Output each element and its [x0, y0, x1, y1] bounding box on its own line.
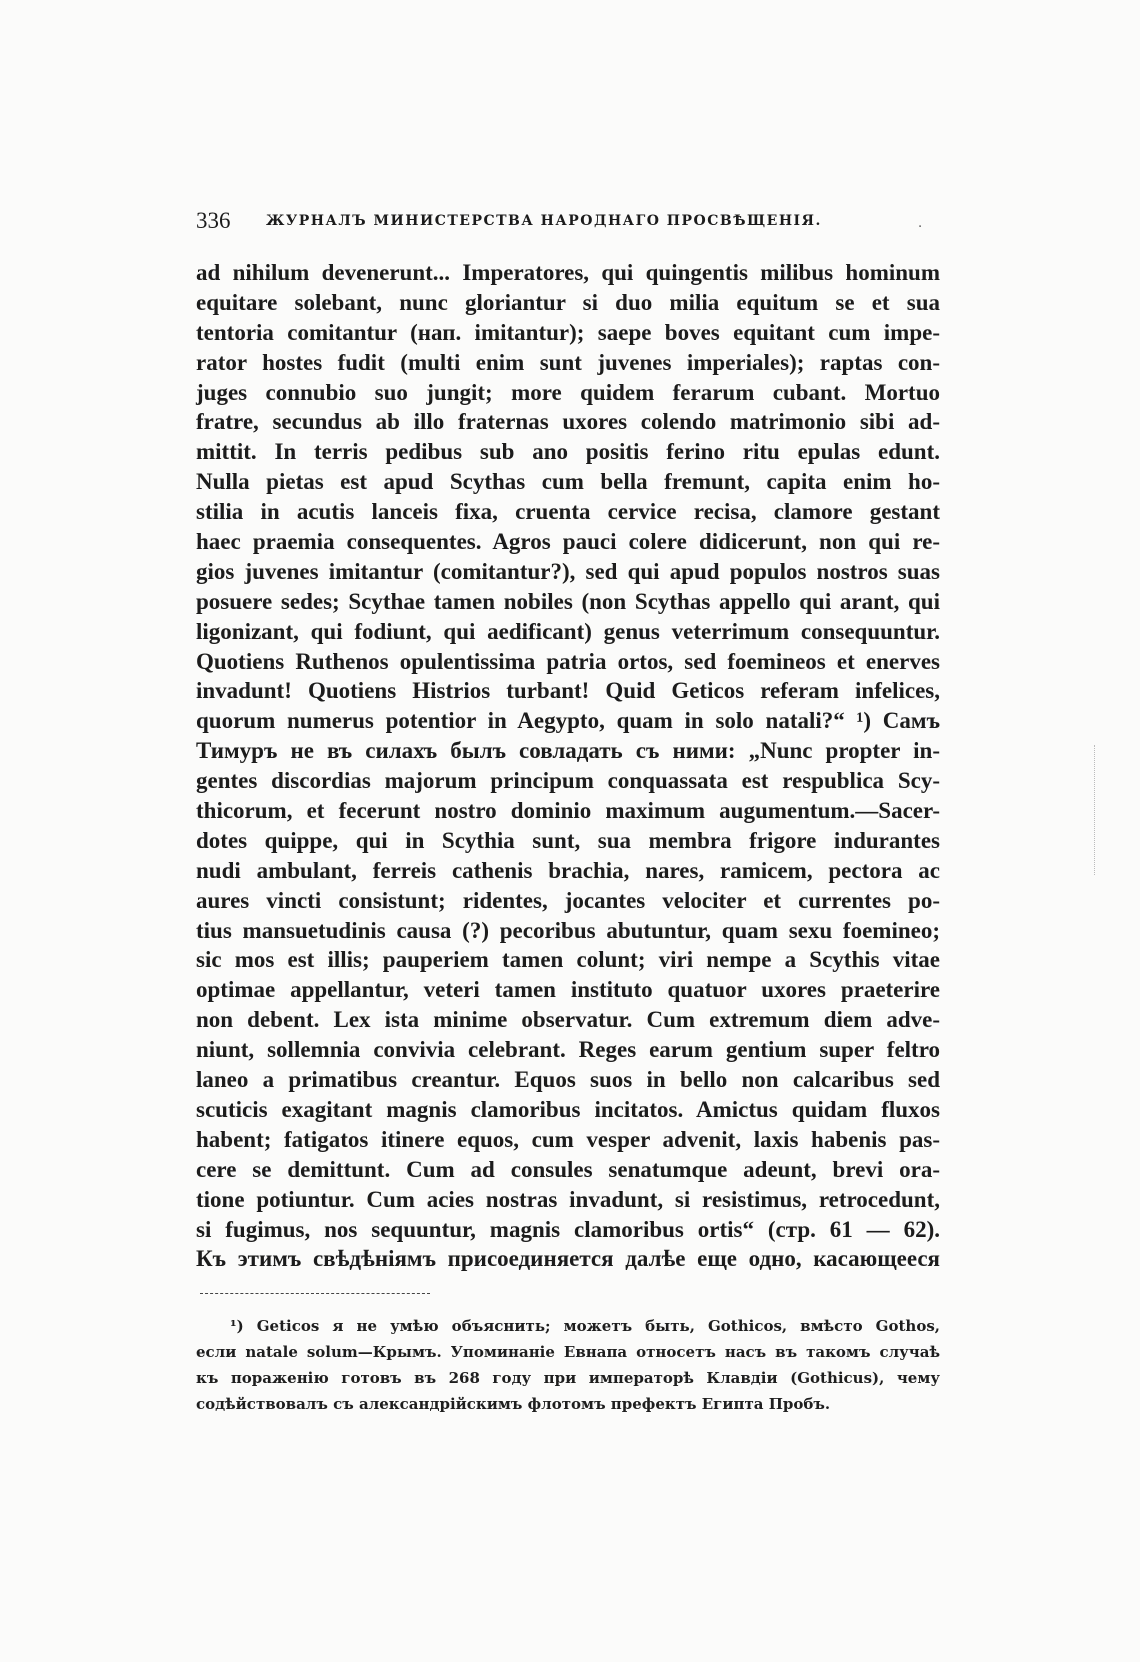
text-line: tione potiuntur. Cum acies nostras invadunt, si resistimus, retrocedunt,	[196, 1186, 940, 1212]
text-line: rator hostes fudit (multi enim sunt juvenes imperiales); raptas con-	[196, 349, 940, 375]
footnote-line: къ пораженію готовъ въ 268 году при императорѣ Клавдіи (Gothicus), чему	[196, 1369, 940, 1387]
main-text	[196, 258, 940, 1274]
page-number: 336	[196, 208, 231, 233]
text-line: gentes discordias majorum principum conquassata est respublica Scy-	[196, 768, 940, 794]
footnote	[196, 1313, 940, 1417]
text-line: tentoria comitantur (нап. imitantur); saepe boves equitant cum impe-	[196, 319, 940, 345]
text-line: thicorum, et fecerunt nostro dominio maximum augumentum.—Sacer-	[196, 798, 940, 824]
text-line: Къ этимъ свѣдѣніямъ присоединяется далѣе еще одно, касающееся	[196, 1246, 940, 1272]
text-line: aures vincti consistunt; ridentes, jocantes velociter et currentes po-	[196, 887, 940, 913]
text-line: si fugimus, nos sequuntur, magnis clamoribus ortis“ (стр. 61 — 62).	[196, 1216, 940, 1242]
text-line: nudi ambulant, ferreis cathenis brachia, nares, ramicem, pectora ac	[196, 857, 940, 883]
text-line: cere se demittunt. Cum ad consules senatumque adeunt, brevi ora-	[196, 1156, 940, 1182]
text-line: ad nihilum devenerunt... Imperatores, qui quingentis milibus hominum	[196, 260, 940, 285]
text-line: habent; fatigatos itinere equos, cum vesper advenit, laxis habenis pas-	[196, 1126, 940, 1152]
text-line: optimae appellantur, veteri tamen instituto quatuor uxores praeterire	[196, 977, 940, 1003]
text-line: Nulla pietas est apud Scythas cum bella fremunt, capita enim ho-	[196, 469, 940, 495]
header-speck: .	[918, 216, 923, 231]
text-line: Тимуръ не въ силахъ былъ совладать съ ними: „Nunc propter in-	[196, 738, 940, 764]
footnote-line: если natale solum—Крымъ. Упоминаніе Евнапа относетъ насъ въ такомъ случаѣ	[196, 1343, 940, 1361]
footnote-separator	[200, 1293, 430, 1294]
text-line: juges connubio suo jungit; more quidem ferarum cubant. Mortuo	[196, 379, 940, 405]
text-line: laneo a primatibus creantur. Equos suos in bello non calcaribus sed	[196, 1067, 940, 1093]
scan-margin-mark	[1094, 745, 1095, 875]
text-line: scuticis exagitant magnis clamoribus incitatos. Amictus quidam fluxos	[196, 1096, 940, 1122]
text-line: haec praemia consequentes. Agros pauci colere didicerunt, non qui re-	[196, 529, 940, 555]
page-header	[196, 208, 936, 238]
footnote-line: содѣйствовалъ съ александрійскимъ флотомъ префектъ Египта Пробъ.	[196, 1395, 831, 1413]
running-title: ЖУРНАЛЪ МИНИСТЕРСТВА НАРОДНАГО ПРОСВѢЩЕНІЯ.	[266, 213, 822, 229]
footnote-line: ¹) Geticos я не умѣю объяснить; можетъ быть, Gothicos, вмѣсто Gothos,	[230, 1317, 940, 1335]
text-line: posuere sedes; Scythae tamen nobiles (non Scythas appello qui arant, qui	[196, 588, 940, 614]
text-line: non debent. Lex ista minime observatur. Cum extremum diem adve-	[196, 1007, 940, 1033]
text-line: gios juvenes imitantur (comitantur?), sed qui apud populos nostros suas	[196, 558, 940, 584]
text-line: Quotiens Ruthenos opulentissima patria ortos, sed foemineos et enerves	[196, 648, 940, 674]
text-line: niunt, sollemnia convivia celebrant. Reges earum gentium super feltro	[196, 1037, 940, 1063]
text-line: equitare solebant, nunc gloriantur si duo milia equitum se et sua	[196, 289, 940, 315]
text-line: quorum numerus potentior in Aegypto, quam in solo natali?“ ¹) Самъ	[196, 708, 940, 734]
text-line: tius mansuetudinis causa (?) pecoribus abutuntur, quam sexu foemineo;	[196, 917, 940, 943]
text-line: mittit. In terris pedibus sub ano positis ferino ritu epulas edunt.	[196, 439, 940, 465]
text-line: dotes quippe, qui in Scythia sunt, sua membra frigore indurantes	[196, 827, 940, 853]
text-line: ligonizant, qui fodiunt, qui aedificant) genus veterrimum consequuntur.	[196, 618, 940, 644]
text-line: fratre, secundus ab illo fraternas uxores colendo matrimonio sibi ad-	[196, 409, 940, 435]
text-line: invadunt! Quotiens Histrios turbant! Quid Geticos referam infelices,	[196, 678, 940, 704]
text-line: stilia in acutis lanceis fixa, cruenta cervice recisa, clamore gestant	[196, 499, 940, 525]
text-line: sic mos est illis; pauperiem tamen colunt; viri nempe a Scythis vitae	[196, 947, 940, 973]
